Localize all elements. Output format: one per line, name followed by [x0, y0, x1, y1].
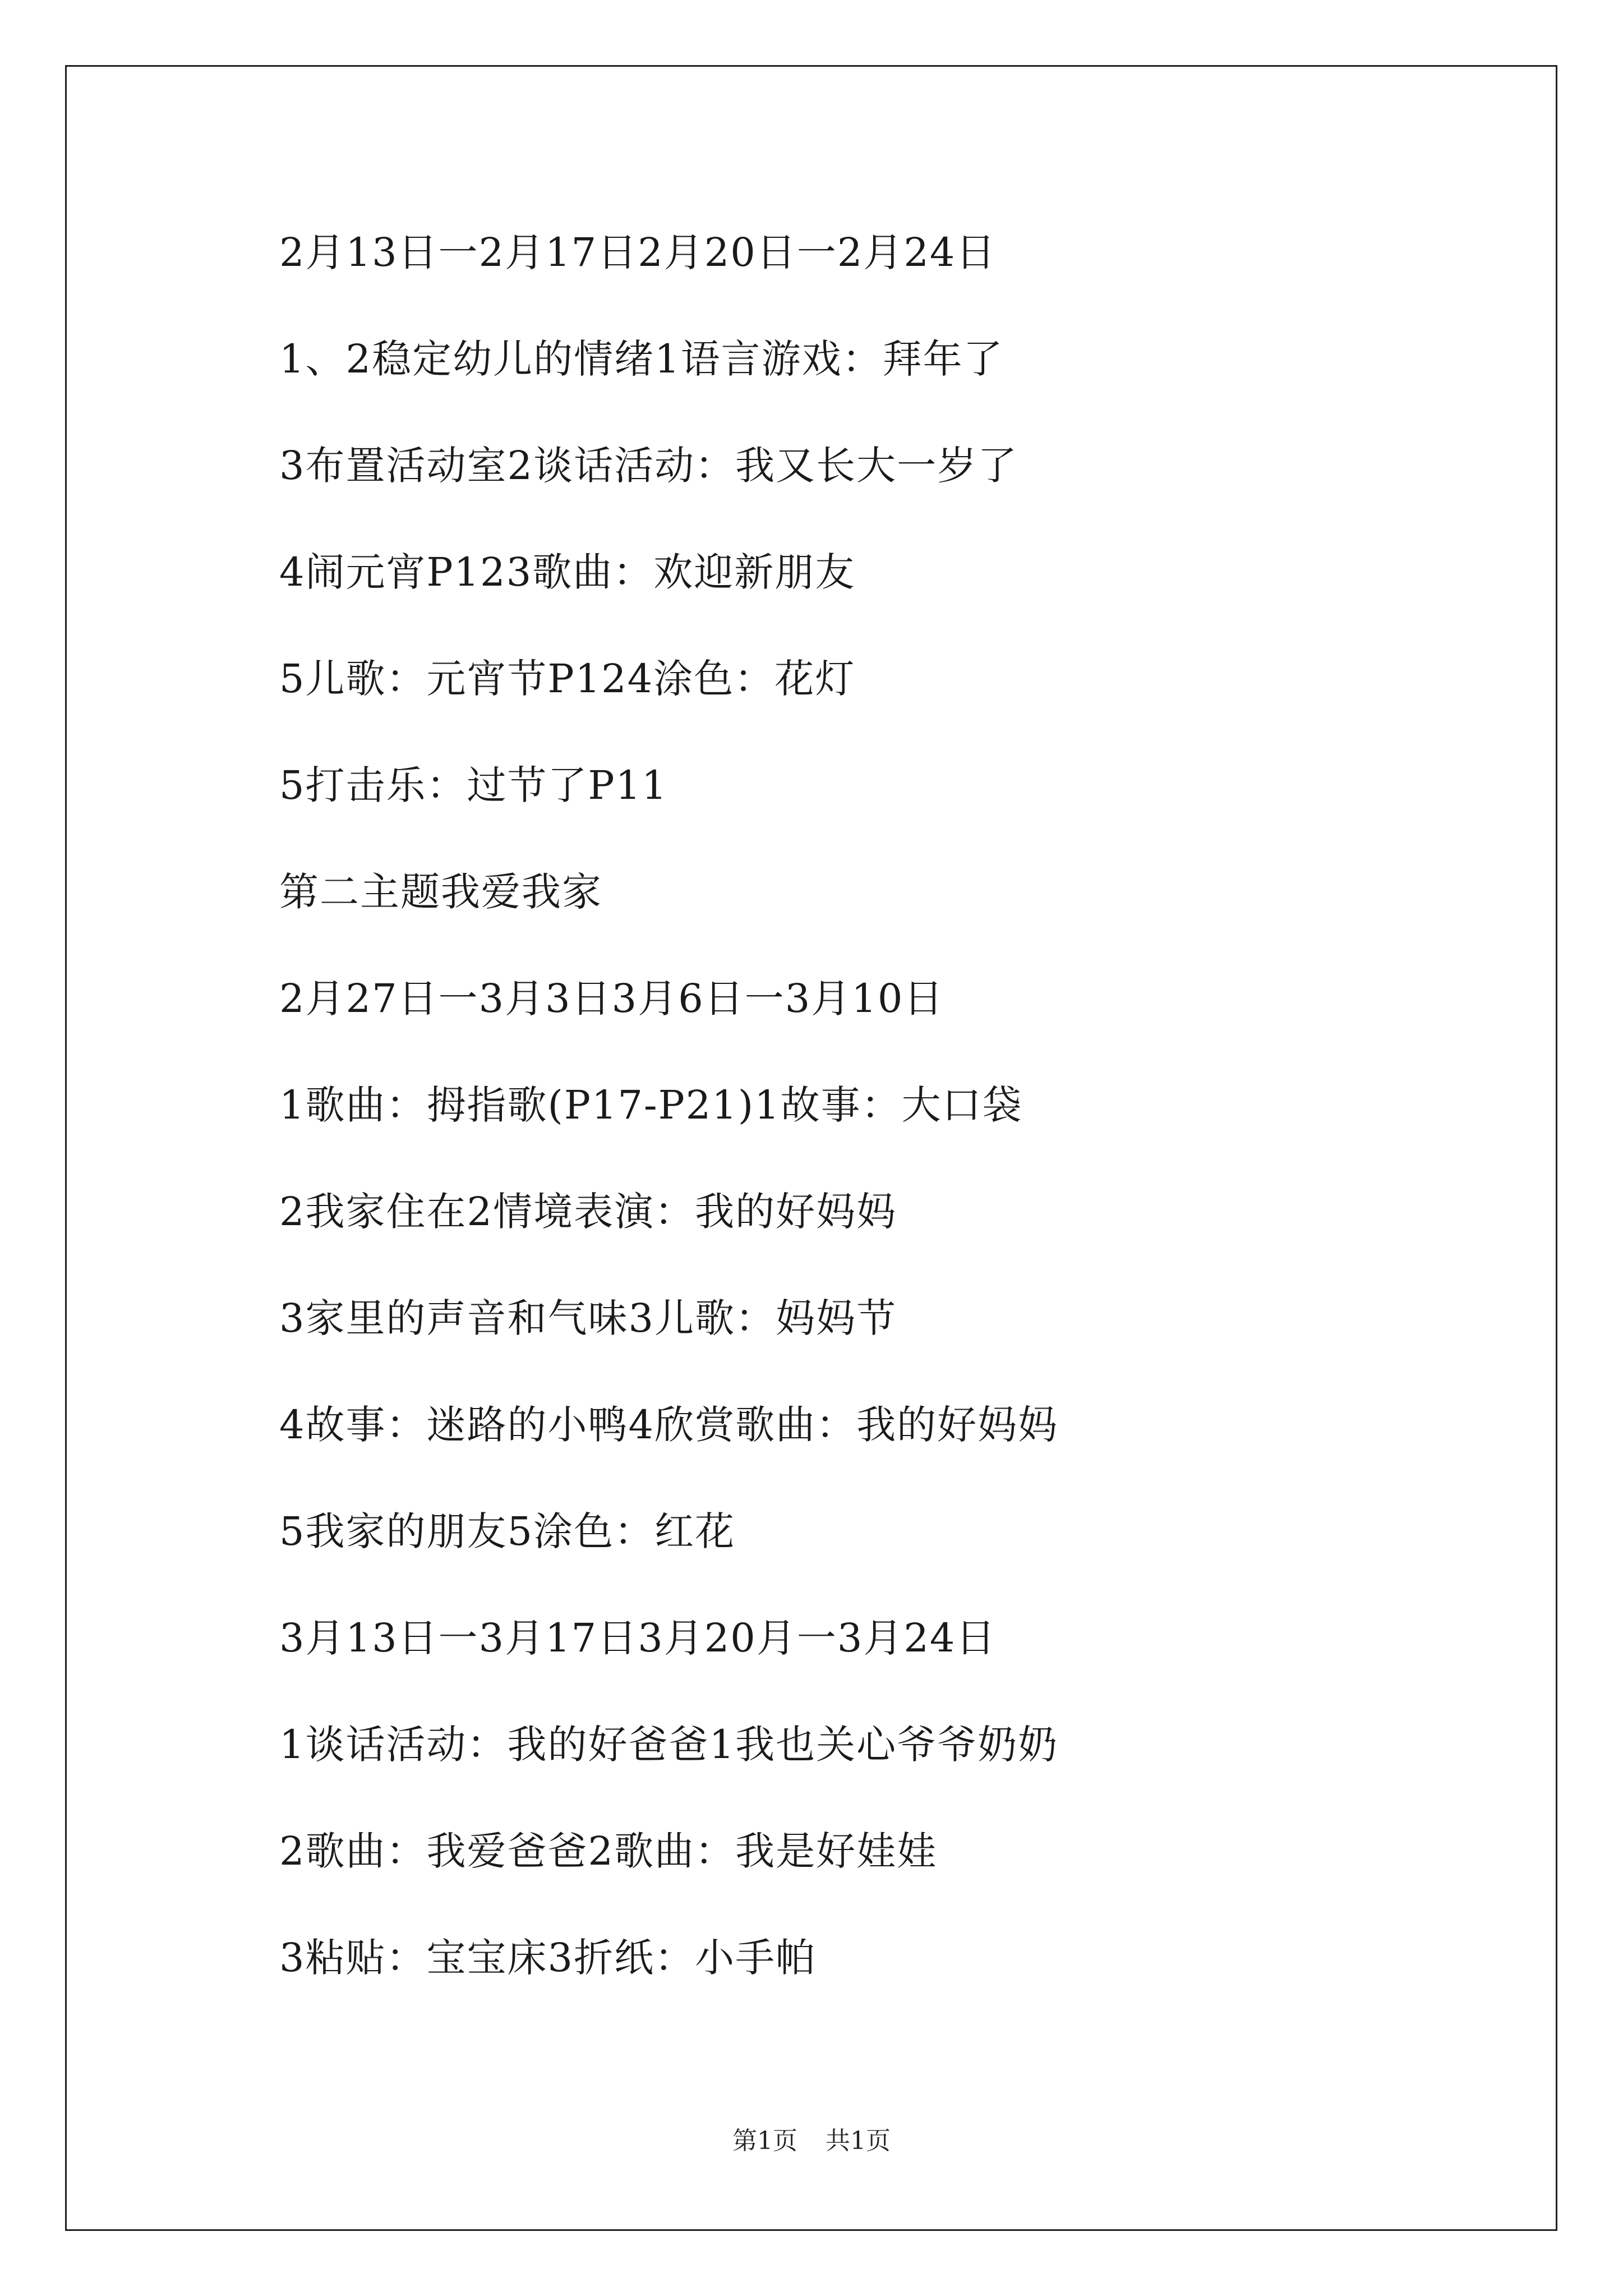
text-line: 3月13日一3月17日3月20月一3月24日 [279, 1615, 997, 1661]
text-line: 3布置活动室2谈话活动：我又长大一岁了 [279, 443, 1018, 489]
page-total: 共1页 [826, 2127, 891, 2155]
text-line: 5我家的朋友5涂色：红花 [279, 1508, 736, 1554]
page-number: 第1页 [732, 2127, 797, 2155]
text-line: 2歌曲：我爱爸爸2歌曲：我是好娃娃 [279, 1828, 938, 1874]
page-footer [0, 2120, 1623, 2156]
text-line: 1谈话活动：我的好爸爸1我也关心爷爷奶奶 [279, 1722, 1059, 1768]
text-line: 3家里的声音和气味3儿歌：妈妈节 [279, 1295, 897, 1341]
text-line: 2月13日一2月17日2月20日一2月24日 [279, 229, 997, 275]
text-line: 1、2稳定幼儿的情绪1语言游戏：拜年了 [279, 336, 1004, 382]
text-line: 5打击乐：过节了P11 [279, 762, 668, 808]
text-line: 4闹元宵P123歌曲：欢迎新朋友 [279, 549, 856, 595]
text-line: 2月27日一3月3日3月6日一3月10日 [279, 976, 944, 1022]
document-body [279, 219, 1513, 2031]
section-heading: 第二主题我爱我家 [279, 869, 602, 915]
text-line: 2我家住在2情境表演：我的好妈妈 [279, 1189, 897, 1235]
text-line: 4故事：迷路的小鸭4欣赏歌曲：我的好妈妈 [279, 1402, 1059, 1448]
text-line: 3粘贴：宝宝床3折纸：小手帕 [279, 1935, 817, 1981]
text-line: 5儿歌：元宵节P124涂色：花灯 [279, 656, 856, 702]
text-line: 1歌曲：拇指歌(P17-P21)1故事：大口袋 [279, 1082, 1023, 1128]
